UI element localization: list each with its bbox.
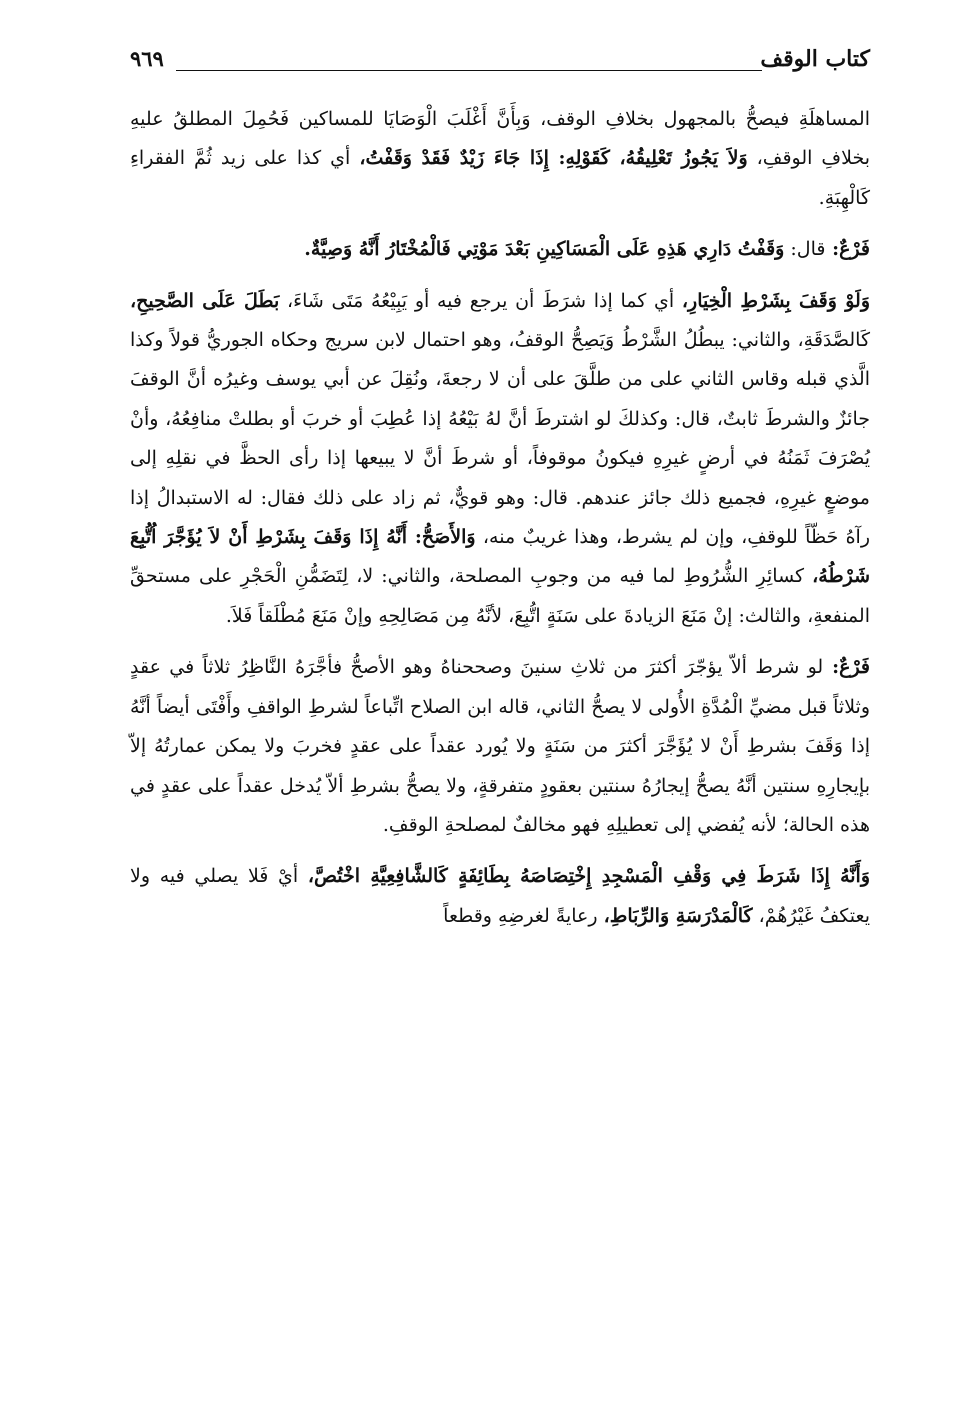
paragraph <box>130 230 870 269</box>
text-segment: كسائِرِ الشُّرُوطِ لما فيه من وجوبِ المصلحة، والثاني: لا، لِتَضَمُّنِ الْحَجْرِ على مستحقِّ المنفعةِ، والثالث: إنْ مَنَعَ الزيادةَ على سَنَةٍ اتُّبِعَ، لأنَّهُ مِن مَصَالِحِهِ وإنْ مَنَعَ مُطْلَقاً فَلاَ. <box>130 565 870 627</box>
matn-text: وَلَوْ وَقَفَ بِشَرْطِ الْخِيَارِ، <box>681 289 870 312</box>
main-text <box>130 100 870 936</box>
matn-text: كَالْمَدْرَسَةِ وَالرِّبَاطِ، <box>603 904 753 927</box>
page-number: ٩٦٩ <box>130 46 164 71</box>
matn-text: وَلاَ يَجُوزُ تَعْلِيقُهُ، كَقَوْلِهِ: إِذَا جَاءَ زَيْدٌ فَقَدْ وَقَفْتُ، <box>359 147 748 170</box>
text-segment: المساهلَةِ فيصحُّ بالمجهول بخلافِ الوقف، وَبِأَنَّ أَغْلَبَ الْوَصَايَا للمساكين فَحُمِلَ المطلقُ عليهِ بخلافِ الوقفِ، <box>130 108 871 170</box>
text-segment: رعايةً لغرضِهِ وقطعاً <box>443 904 604 927</box>
paragraph <box>130 282 870 637</box>
text-segment: كَالصَّدَقَةِ، والثاني: يبطُلُ الشَّرْطُ وَيَصِحُّ الوقفُ، وهو احتمال لابن سريج وحكاه الجوريُّ قولاً وكذا الَّذي قبله وقاس الثاني على من طلَّقَ على أن لا رجعةَ، ونُقِلَ عن أبي يوسف وغيرُه أنَّ الوقفَ جائزٌ والشرطَ ثابتٌ، قال: وكذلكَ لو اشترطَ أنَّ لهُ بَيْعُهُ إذا عُطِبَ أو خربَ أو بطلتْ منافِعُهُ، وأنْ يُصْرَفَ ثَمَنُهُ في أرضٍ غيرِهِ فيكونُ موقوفاً، أو شرطَ أنَّ لا يبيعها إذا رأى الحظَّ في نقلِهِ إلى موضعٍ غيرِهِ، فجميع ذلك جائز عندهم. قال: وهو قويٌّ، ثم زاد على ذلك فقال: له الاستبدالُ إذا رآهُ حَظّاً للوقفِ، وإن لم يشرط، وهذا غريبٌ منه، <box>130 329 870 549</box>
paragraph <box>130 857 870 936</box>
paragraph <box>130 648 870 845</box>
paragraph <box>130 100 870 218</box>
running-header <box>130 44 870 84</box>
text-segment: لو شرط ألاّ يؤجّرَ أكثرَ من ثلاثِ سنينَ وصححناهُ وهو الأصحُّ فأجَّرَهُ النَّاظِرُ ثلاثاً في عقدٍ وثلاثاً قبل مضيِّ الْمُدَّةِ الأُولى لا يصحُّ الثاني، قاله ابن الصلاح اتِّباعاً لشرطِ الواقفِ وأَفْتَى أيضاً أنَّهُ إذا وَقَفَ بشرطِ أَنْ لا يُؤَجَّرَ أكثرَ من سَنَةٍ ولا يُورد عقداً على عقدٍ فخربَ ولا يمكن عمارتُهُ إلاّ بإيجارِهِ سنتين أنَّهُ يصحُّ إيجارُهُ سنتين بعقودٍ متفرقةٍ، ولا يصحُّ بشرطِ ألاّ يُدخل عقداً على عقدٍ في هذه الحالة؛ لأنه يُفضي إلى تعطيلِهِ فهو مخالفٌ لمصلحةِ الوقفِ. <box>130 656 870 836</box>
text-segment: قال: <box>784 238 826 261</box>
header-rule <box>176 70 762 71</box>
far-label: فَرْعٌ: <box>823 656 871 679</box>
matn-text: بَطَلَ عَلَى الصَّحِيحِ، <box>130 289 280 312</box>
matn-text: وَأَنَّهُ إِذَا شَرَطَ فِي وَقْفِ الْمَسْجِدِ إِخْتِصَاصَهُ بِطَائِفَةٍ كَالشَّافِعِيَّةِ اخْتُصَّ، <box>307 865 870 888</box>
text-segment: أي كذا على زيد ثُمَّ الفقراءِ كَالْهِبَةِ. <box>130 147 870 209</box>
text-segment: أيْ فَلا يصلي فيه ولا يعتكفُ غَيْرُهُمْ، <box>130 865 870 927</box>
matn-text: وَالأَصَحُّ: أَنَّهُ إِذَا وَقَفَ بِشَرْطِ أَنْ لاَ يُؤَجَّرَ اُتُّبِعَ شَرْطُهُ، <box>130 526 870 588</box>
matn-text: وَقَفْتُ دَارِي هَذِهِ عَلَى الْمَسَاكِينِ بَعْدَ مَوْتِي فَالْمُخْتَارُ أَنَّهُ وَصِيَّةٌ. <box>304 238 785 261</box>
chapter-title: كتاب الوقف <box>760 46 870 72</box>
far-label: فَرْعٌ: <box>825 238 870 261</box>
text-segment: أي كما إذا شرَطَ أن يرجع فيه أو يَبِيْعُهُ مَتَى شَاءَ، <box>279 289 682 312</box>
